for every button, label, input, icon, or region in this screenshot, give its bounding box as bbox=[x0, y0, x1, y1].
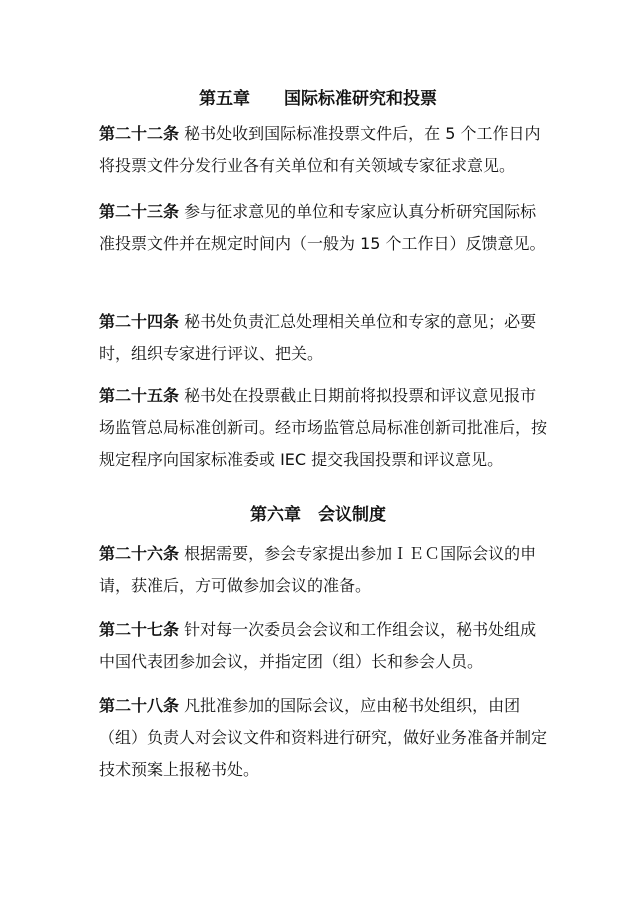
article-28 bbox=[99, 690, 549, 786]
article-25-text: 秘书处在投票截止日期前将拟投票和评议意见报市场监管总局标准创新司。经市场监管总局标准创新司批准后，按规定程序向国家标准委或 IEC 提交我国投票和评议意见。 bbox=[99, 386, 548, 469]
article-23-number: 第二十三条 bbox=[99, 202, 180, 221]
article-26-text: 根据需要，参会专家提出参加ＩＥＣ国际会议的申请，获准后，方可做参加会议的准备。 bbox=[99, 544, 537, 595]
article-24-number: 第二十四条 bbox=[99, 312, 180, 331]
article-22-text: 秘书处收到国际标准投票文件后，在 5 个工作日内将投票文件分发行业各有关单位和有关领域专家征求意见。 bbox=[99, 124, 541, 175]
chapter-5-title: 第五章 国际标准研究和投票 bbox=[199, 89, 437, 109]
article-22-number: 第二十二条 bbox=[99, 124, 180, 143]
article-27-number: 第二十七条 bbox=[99, 620, 180, 639]
article-25 bbox=[99, 380, 549, 476]
article-26-number: 第二十六条 bbox=[99, 544, 180, 563]
article-28-text: 凡批准参加的国际会议，应由秘书处组织，由团（组）负责人对会议文件和资料进行研究，做好业务准备并制定技术预案上报秘书处。 bbox=[99, 696, 548, 779]
article-24 bbox=[99, 306, 549, 370]
article-26 bbox=[99, 538, 549, 602]
article-23 bbox=[99, 196, 549, 260]
article-28-number: 第二十八条 bbox=[99, 696, 180, 715]
article-22 bbox=[99, 118, 549, 182]
article-23-text: 参与征求意见的单位和专家应认真分析研究国际标准投票文件并在规定时间内（一般为 15 个工作日）反馈意见。 bbox=[99, 202, 546, 253]
article-24-text: 秘书处负责汇总处理相关单位和专家的意见；必要时，组织专家进行评议、把关。 bbox=[99, 312, 537, 363]
article-25-number: 第二十五条 bbox=[99, 386, 180, 405]
chapter-6-title: 第六章 会议制度 bbox=[250, 505, 386, 525]
article-27 bbox=[99, 614, 549, 678]
article-27-text: 针对每一次委员会会议和工作组会议，秘书处组成中国代表团参加会议，并指定团（组）长和参会人员。 bbox=[99, 620, 537, 671]
